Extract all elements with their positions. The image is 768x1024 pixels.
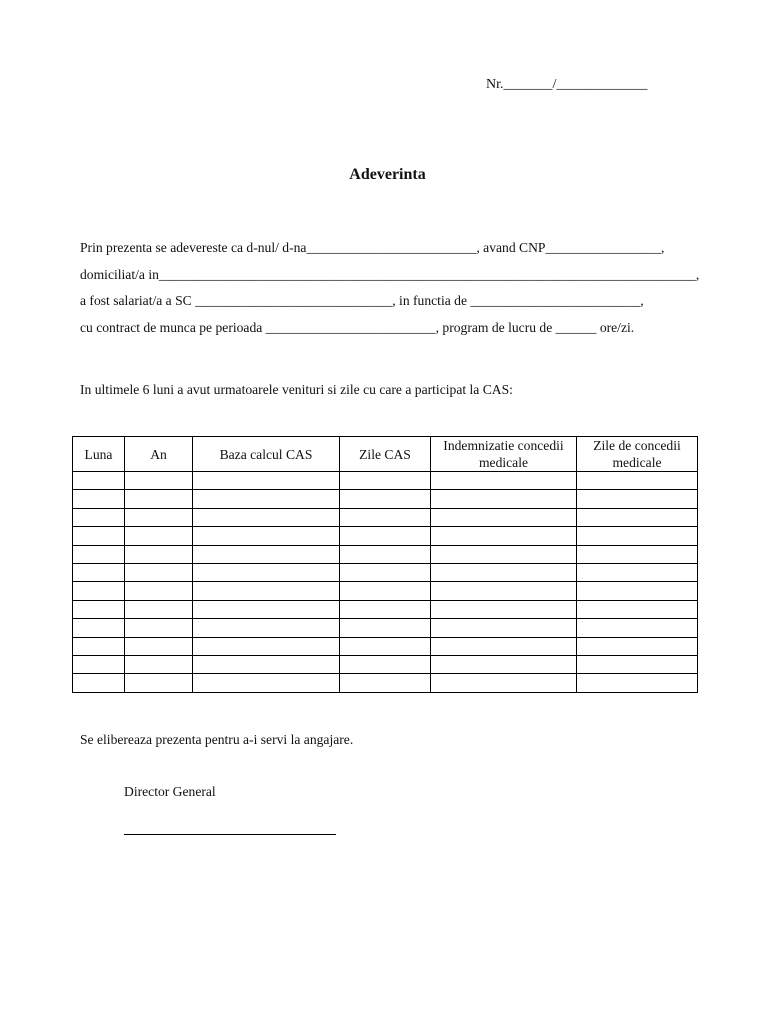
table-cell [125,527,193,545]
table-cell [193,490,340,508]
header-indemnizatie: Indemnizatie concedii medicale [431,437,577,472]
body-line-address: domiciliat/a in_______________________________________________________________________________, [80,266,700,282]
table-cell [431,527,577,545]
document-title: Adeverinta [349,166,426,183]
table-cell [577,508,698,526]
table-cell [125,508,193,526]
table-cell [577,490,698,508]
table-cell [431,637,577,655]
table-cell [577,472,698,490]
cas-intro-text: In ultimele 6 luni a avut urmatoarele venituri si zile cu care a participat la CAS: [80,382,513,397]
table-cell [431,490,577,508]
table-cell [431,655,577,673]
table-cell [73,472,125,490]
table-cell [73,655,125,673]
table-row [73,637,698,655]
body-line-contract: cu contract de munca pe perioada _________________________, program de lucru de ______ ore/zi. [80,319,635,335]
table-cell [125,637,193,655]
table-cell [73,527,125,545]
table-cell [193,582,340,600]
table-row [73,527,698,545]
header-zile-cas: Zile CAS [340,437,431,472]
header-an: An [125,437,193,472]
signature-line [124,834,336,835]
table-cell [193,472,340,490]
table-row [73,545,698,563]
table-body [73,472,698,693]
table-cell [431,545,577,563]
table-cell [431,600,577,618]
table-cell [577,545,698,563]
table-row [73,472,698,490]
table-cell [340,563,431,581]
table-cell [577,582,698,600]
registration-number: Nr._______/_____________ [486,77,648,92]
table-cell [125,490,193,508]
table-row [73,655,698,673]
table-cell [431,674,577,692]
table-cell [340,490,431,508]
table-cell [73,637,125,655]
table-row [73,619,698,637]
table-cell [73,545,125,563]
header-zile-concedii: Zile de concedii medicale [577,437,698,472]
table-cell [340,619,431,637]
table-cell [73,674,125,692]
table-cell [193,600,340,618]
table-cell [577,619,698,637]
table-cell [125,600,193,618]
certificate-body [80,238,720,344]
table-cell [125,674,193,692]
cas-table [72,436,698,693]
table-cell [577,600,698,618]
signatory-title: Director General [124,784,216,799]
table-cell [73,490,125,508]
table-row [73,600,698,618]
table-cell [431,619,577,637]
table-cell [431,508,577,526]
table-cell [577,655,698,673]
table-row [73,490,698,508]
table-cell [193,655,340,673]
table-cell [193,545,340,563]
table-cell [431,563,577,581]
body-line-name: Prin prezenta se adevereste ca d-nul/ d-na_________________________, avand CNP_________________, [80,240,665,255]
table-cell [73,600,125,618]
table-cell [73,619,125,637]
table-cell [431,582,577,600]
table-cell [577,563,698,581]
table-cell [340,508,431,526]
table-cell [73,582,125,600]
table-cell [193,619,340,637]
table-row [73,674,698,692]
release-statement: Se elibereaza prezenta pentru a-i servi la angajare. [80,732,354,747]
header-baza-calcul: Baza calcul CAS [193,437,340,472]
table-cell [193,563,340,581]
table-row [73,563,698,581]
table-cell [125,545,193,563]
table-cell [340,655,431,673]
table-cell [577,527,698,545]
table-cell [125,563,193,581]
table-cell [340,600,431,618]
table-cell [193,527,340,545]
table-cell [340,637,431,655]
table-cell [73,508,125,526]
body-line-employer: a fost salariat/a a SC _____________________________, in functia de _________________________, [80,293,644,308]
table-cell [125,582,193,600]
table-header-row [73,437,698,472]
table-cell [193,637,340,655]
table-cell [125,472,193,490]
table-cell [340,545,431,563]
table-cell [125,655,193,673]
table-row [73,582,698,600]
table-cell [193,674,340,692]
table-cell [577,674,698,692]
table-cell [340,527,431,545]
table-cell [431,472,577,490]
header-luna: Luna [73,437,125,472]
table-cell [73,563,125,581]
table-cell [193,508,340,526]
table-cell [340,472,431,490]
table-cell [125,619,193,637]
table-cell [577,637,698,655]
table-cell [340,674,431,692]
table-row [73,508,698,526]
table-cell [340,582,431,600]
